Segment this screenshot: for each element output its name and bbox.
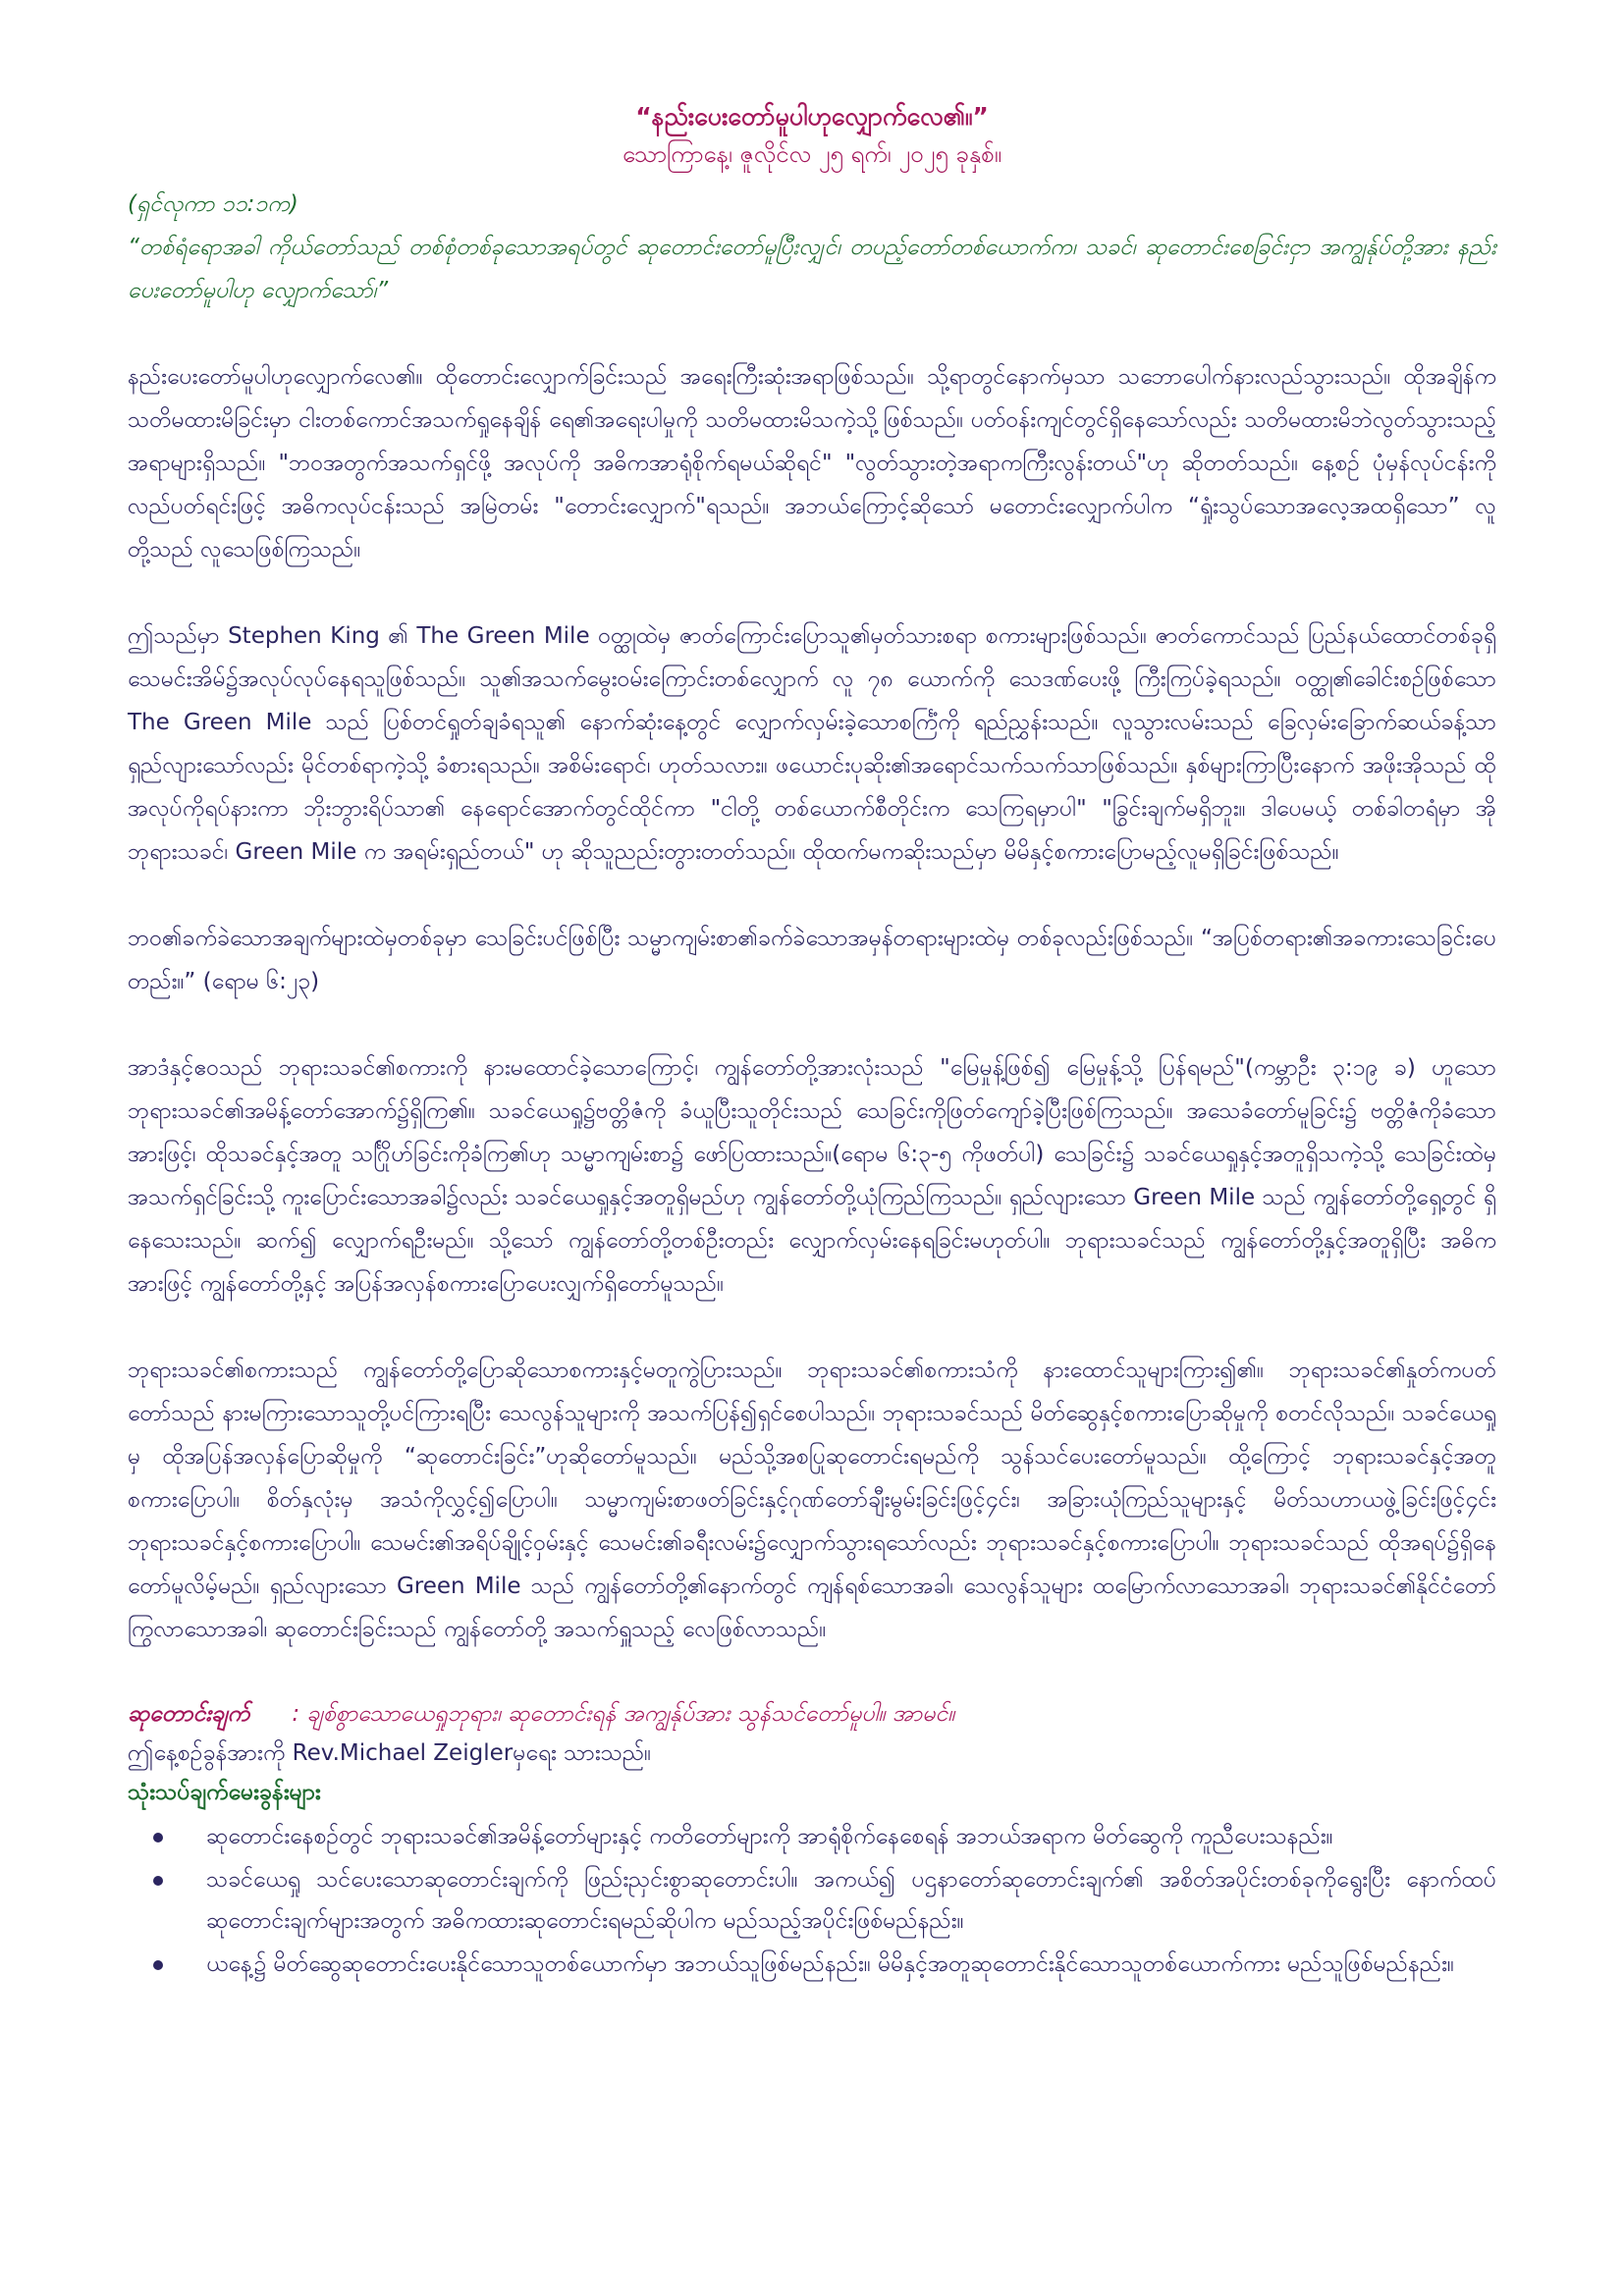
prayer-label: ဆုတောင်းချက် — [128, 1701, 250, 1727]
body-paragraph: နည်းပေးတော်မူပါဟုလျှောက်လေ၏။ ထိုတောင်းလျှောက်ခြင်းသည် အရေးကြီးဆုံးအရာဖြစ်သည်။ သို့ရာတွင်နောက်မှသာ သဘောပေါက်နားလည်သွားသည်။ ထိုအချိန်က သတိမထားမိခြင်းမှာ ငါးတစ်ကောင်အသက်ရှုနေချိန် ရေ၏အရေးပါမှုကို သတိမထားမိသကဲ့သို့ဖြစ်သည်။ ပတ်ဝန်းကျင်တွင်ရှိနေသော်လည်း သတိမထားမိဘဲလွတ်သွားသည့်အရာများရှိသည်။ "ဘဝအတွက်အသက်ရှင်ဖို့ အလုပ်ကို အဓိကအာရုံစိုက်ရမယ်ဆိုရင်" "လွတ်သွားတဲ့အရာကကြီးလွန်းတယ်"ဟု ဆိုတတ်သည်။ နေ့စဉ် ပုံမှန်လုပ်ငန်းကို လည်ပတ်ရင်းဖြင့် အဓိကလုပ်ငန်းသည် အမြဲတမ်း "တောင်းလျှောက်"ရသည်။ အဘယ်ကြောင့်ဆိုသော် မတောင်းလျှောက်ပါက “ရှုံးသွပ်သောအလေ့အထရှိသော” လူတို့သည် လူသေဖြစ်ကြသည်။ — [128, 364, 1496, 562]
reflection-questions-heading: သုံးသပ်ချက်မေးခွန်းများ — [128, 1780, 321, 1805]
prayer — [128, 1694, 1496, 1734]
scripture-reference: (ရှင်လုကာ ၁၁:၁က) — [128, 191, 298, 217]
reflection-question-text: ယနေ့၌ မိတ်ဆွေဆုတောင်းပေးနိုင်သောသူတစ်ယောက်မှာ အဘယ်သူဖြစ်မည်နည်း။ မိမိနှင့်အတူဆုတောင်းနိုင်သောသူတစ်ယောက်ကား မည်သူဖြစ်မည်နည်း။ — [206, 1951, 1454, 1977]
body-paragraph: ဘဝ၏ခက်ခဲသောအချက်များထဲမှတစ်ခုမှာ သေခြင်းပင်ဖြစ်ပြီး သမ္မာကျမ်းစာ၏ခက်ခဲသောအမှန်တရားများထဲမှ တစ်ခုလည်းဖြစ်သည်။ “အပြစ်တရား၏အခကားသေခြင်းပေတည်း။” (ရောမ ၆:၂၃) — [128, 926, 1496, 994]
reflection-question — [128, 1944, 1496, 1985]
reflection-question-text: ဆုတောင်းနေစဉ်တွင် ဘုရားသခင်၏အမိန့်တော်များနှင့် ကတိတော်များကို အာရုံစိုက်နေစေရန် အဘယ်အရာက မိတ်ဆွေကို ကူညီပေးသနည်း။ — [206, 1824, 1333, 1849]
devotion-date: သောကြာနေ့၊ ဇူလိုင်လ ၂၅ ရက်၊ ၂၀၂၅ ခုနှစ်။ — [622, 140, 1002, 168]
reflection-questions-list — [128, 1816, 1496, 1985]
bullet-icon — [153, 1833, 163, 1842]
reflection-question-text: သခင်ယေရှု သင်ပေးသောဆုတောင်းချက်ကို ဖြည်းညှင်းစွာဆုတောင်းပါ။ အကယ်၍ ပဌနာတော်ဆုတောင်းချက်၏ အစိတ်အပိုင်းတစ်ခုကိုရွေးပြီး နောက်ထပ်ဆုတောင်းချက်များအတွက် အဓိကထားဆုတောင်းရမည်ဆိုပါက မည်သည့်အပိုင်းဖြစ်မည်နည်း။ — [206, 1867, 1496, 1934]
body-paragraph: ဘုရားသခင်၏စကားသည် ကျွန်တော်တို့ပြောဆိုသောစကားနှင့်မတူကွဲပြားသည်။ ဘုရားသခင်၏စကားသံကို နားထောင်သူများကြား၍၏။ ဘုရားသခင်၏နှုတ်ကပတ်တော်သည် နားမကြားသောသူတို့ပင်ကြားရပြီး သေလွန်သူများကို အသက်ပြန်၍ရှင်စေပါသည်။ ဘုရားသခင်သည် မိတ်ဆွေနှင့်စကားပြောဆိုမှုကို စတင်လိုသည်။ သခင်ယေရှုမှ ထိုအပြန်အလှန်ပြောဆိုမှုကို “ဆုတောင်းခြင်း”ဟုဆိုတော်မူသည်။ မည်သို့အစပြုဆုတောင်းရမည်ကို သွန်သင်ပေးတော်မူသည်။ ထို့ကြောင့် ဘုရားသခင်နှင့်အတူစကားပြောပါ။ စိတ်နှလုံးမှ အသံကိုလွှင့်၍ပြောပါ။ သမ္မာကျမ်းစာဖတ်ခြင်းနှင့်ဂုဏ်တော်ချီးမွမ်းခြင်းဖြင့်၄င်း၊ အခြားယုံကြည်သူများနှင့် မိတ်သဟာယဖွဲ့ခြင်းဖြင့်၄င်း ဘုရားသခင်နှင့်စကားပြောပါ။ သေမင်း၏အရိပ်ချိုင့်ဝှမ်းနှင့် သေမင်း၏ခရီးလမ်း၌လျှောက်သွားရသော်လည်း ဘုရားသခင်နှင့်စကားပြောပါ။ ဘုရားသခင်သည် ထိုအရပ်၌ရှိနေတော်မူလိမ့်မည်။ ရှည်လျားသော Green Mile သည် ကျွန်တော်တို့၏နောက်တွင် ကျန်ရစ်သောအခါ၊ သေလွန်သူများ ထမြောက်လာသောအခါ၊ ဘုရားသခင်၏နိုင်ငံတော်ကြွလာသောအခါ၊ ဆုတောင်းခြင်းသည် ကျွန်တော်တို့ အသက်ရှူသည့် လေဖြစ်လာသည်။ — [128, 1358, 1496, 1642]
bullet-icon — [153, 1876, 163, 1886]
prayer-text: : ချစ်စွာသောယေရှုဘုရား၊ ဆုတောင်းရန် အကျွန်ုပ်အား သွန်သင်တော်မူပါ။ အာမင်။ — [292, 1701, 955, 1727]
author-credit: ဤနေ့စဉ်ခွန်အားကို Rev.Michael Zeiglerမှရေး သားသည်။ — [128, 1740, 652, 1766]
bullet-icon — [153, 1960, 163, 1970]
devotion-title: “နည်းပေးတော်မူပါဟုလျှောက်လေ၏။” — [635, 102, 989, 131]
scripture-text: “တစ်ရံရောအခါ ကိုယ်တော်သည် တစ်စုံတစ်ခုသောအရပ်တွင် ဆုတောင်းတော်မူပြီးလျှင်၊ တပည့်တော်တစ်ယောက်က၊ သခင်၊ ဆုတောင်းစေခြင်းငှာ အကျွန်ုပ်တို့အား နည်းပေးတော်မူပါဟု လျှောက်သော်၊” — [128, 235, 1496, 303]
body-paragraph: ဤသည်မှာ Stephen King ၏ The Green Mile ဝတ္ထုထဲမှ ဇာတ်ကြောင်းပြောသူ၏မှတ်သားစရာ စကားများဖြစ်သည်။ ဇာတ်ကောင်သည် ပြည်နယ်ထောင်တစ်ခုရှိ သေမင်းအိမ်၌အလုပ်လုပ်နေရသူဖြစ်သည်။ သူ၏အသက်မွေးဝမ်းကြောင်းတစ်လျှောက် လူ ၇၈ ယောက်ကို သေဒဏ်ပေးဖို့ ကြီးကြပ်ခဲ့ရသည်။ ဝတ္ထု၏ခေါင်းစဉ်ဖြစ်သော The Green Mile သည် ပြစ်တင်ရှုတ်ချခံရသူ၏ နောက်ဆုံးနေ့တွင် လျှောက်လှမ်းခဲ့သောစင်္ကြံကို ရည်ညွှန်းသည်။ လူသွားလမ်းသည် ခြေလှမ်းခြောက်ဆယ်ခန့်သာရှည်လျားသော်လည်း မိုင်တစ်ရာကဲ့သို့ ခံစားရသည်။ အစိမ်းရောင်၊ ဟုတ်သလား။ ဖယောင်းပုဆိုး၏အရောင်သက်သက်သာဖြစ်သည်။ နှစ်များကြာပြီးနောက် အဖိုးအိုသည် ထိုအလုပ်ကိုရပ်နားကာ ဘိုးဘွားရိပ်သာ၏ နေရောင်အောက်တွင်ထိုင်ကာ "ငါတို့ တစ်ယောက်စီတိုင်းက သေကြရမှာပါ" "ခြွင်းချက်မရှိဘူး။ ဒါပေမယ့် တစ်ခါတရံမှာ အိုဘုရားသခင်၊ Green Mile က အရမ်းရှည်တယ်" ဟု ဆိုသူညည်းတွားတတ်သည်။ ထိုထက်မကဆိုးသည်မှာ မိမိနှင့်စကားပြောမည့်လူမရှိခြင်းဖြစ်သည်။ — [128, 623, 1496, 865]
reflection-question — [128, 1859, 1496, 1942]
body-paragraph: အာဒံနှင့်ဧဝသည် ဘုရားသခင်၏စကားကို နားမထောင်ခဲ့သောကြောင့်၊ ကျွန်တော်တို့အားလုံးသည် "မြေမှုန့်ဖြစ်၍ မြေမှုန့်သို့ ပြန်ရမည်"(ကမ္ဘာဦး ၃:၁၉ ခ) ဟူသောဘုရားသခင်၏အမိန့်တော်အောက်၌ရှိကြ၏။ သခင်ယေရှု၌ဗတ္တိဇံကို ခံယူပြီးသူတိုင်းသည် သေခြင်းကိုဖြတ်ကျော်ခဲ့ပြီးဖြစ်ကြသည်။ အသေခံတော်မူခြင်း၌ ဗတ္တိဇံကိုခံသောအားဖြင့်၊ ထိုသခင်နှင့်အတူ သင်္ဂြိုဟ်ခြင်းကိုခံကြ၏ဟု သမ္မာကျမ်းစာ၌ ဖော်ပြထားသည်။(ရောမ ၆:၃-၅ ကိုဖတ်ပါ) သေခြင်း၌ သခင်ယေရှုနှင့်အတူရှိသကဲ့သို့ သေခြင်းထဲမှ အသက်ရှင်ခြင်းသို့ ကူးပြောင်းသောအခါ၌လည်း သခင်ယေရှုနှင့်အတူရှိမည်ဟု ကျွန်တော်တို့ယုံကြည်ကြသည်။ ရှည်လျားသော Green Mile သည် ကျွန်တော်တို့ရှေ့တွင် ရှိနေသေးသည်။ ဆက်၍ လျှောက်ရဦးမည်။ သို့သော် ကျွန်တော်တို့တစ်ဦးတည်း လျှောက်လှမ်းနေရခြင်းမဟုတ်ပါ။ ဘုရားသခင်သည် ကျွန်တော်တို့နှင့်အတူရှိပြီး အဓိကအားဖြင့် ကျွန်တော်တို့နှင့် အပြန်အလှန်စကားပြောပေးလျှက်ရှိတော်မူသည်။ — [128, 1055, 1496, 1297]
reflection-question — [128, 1816, 1496, 1857]
